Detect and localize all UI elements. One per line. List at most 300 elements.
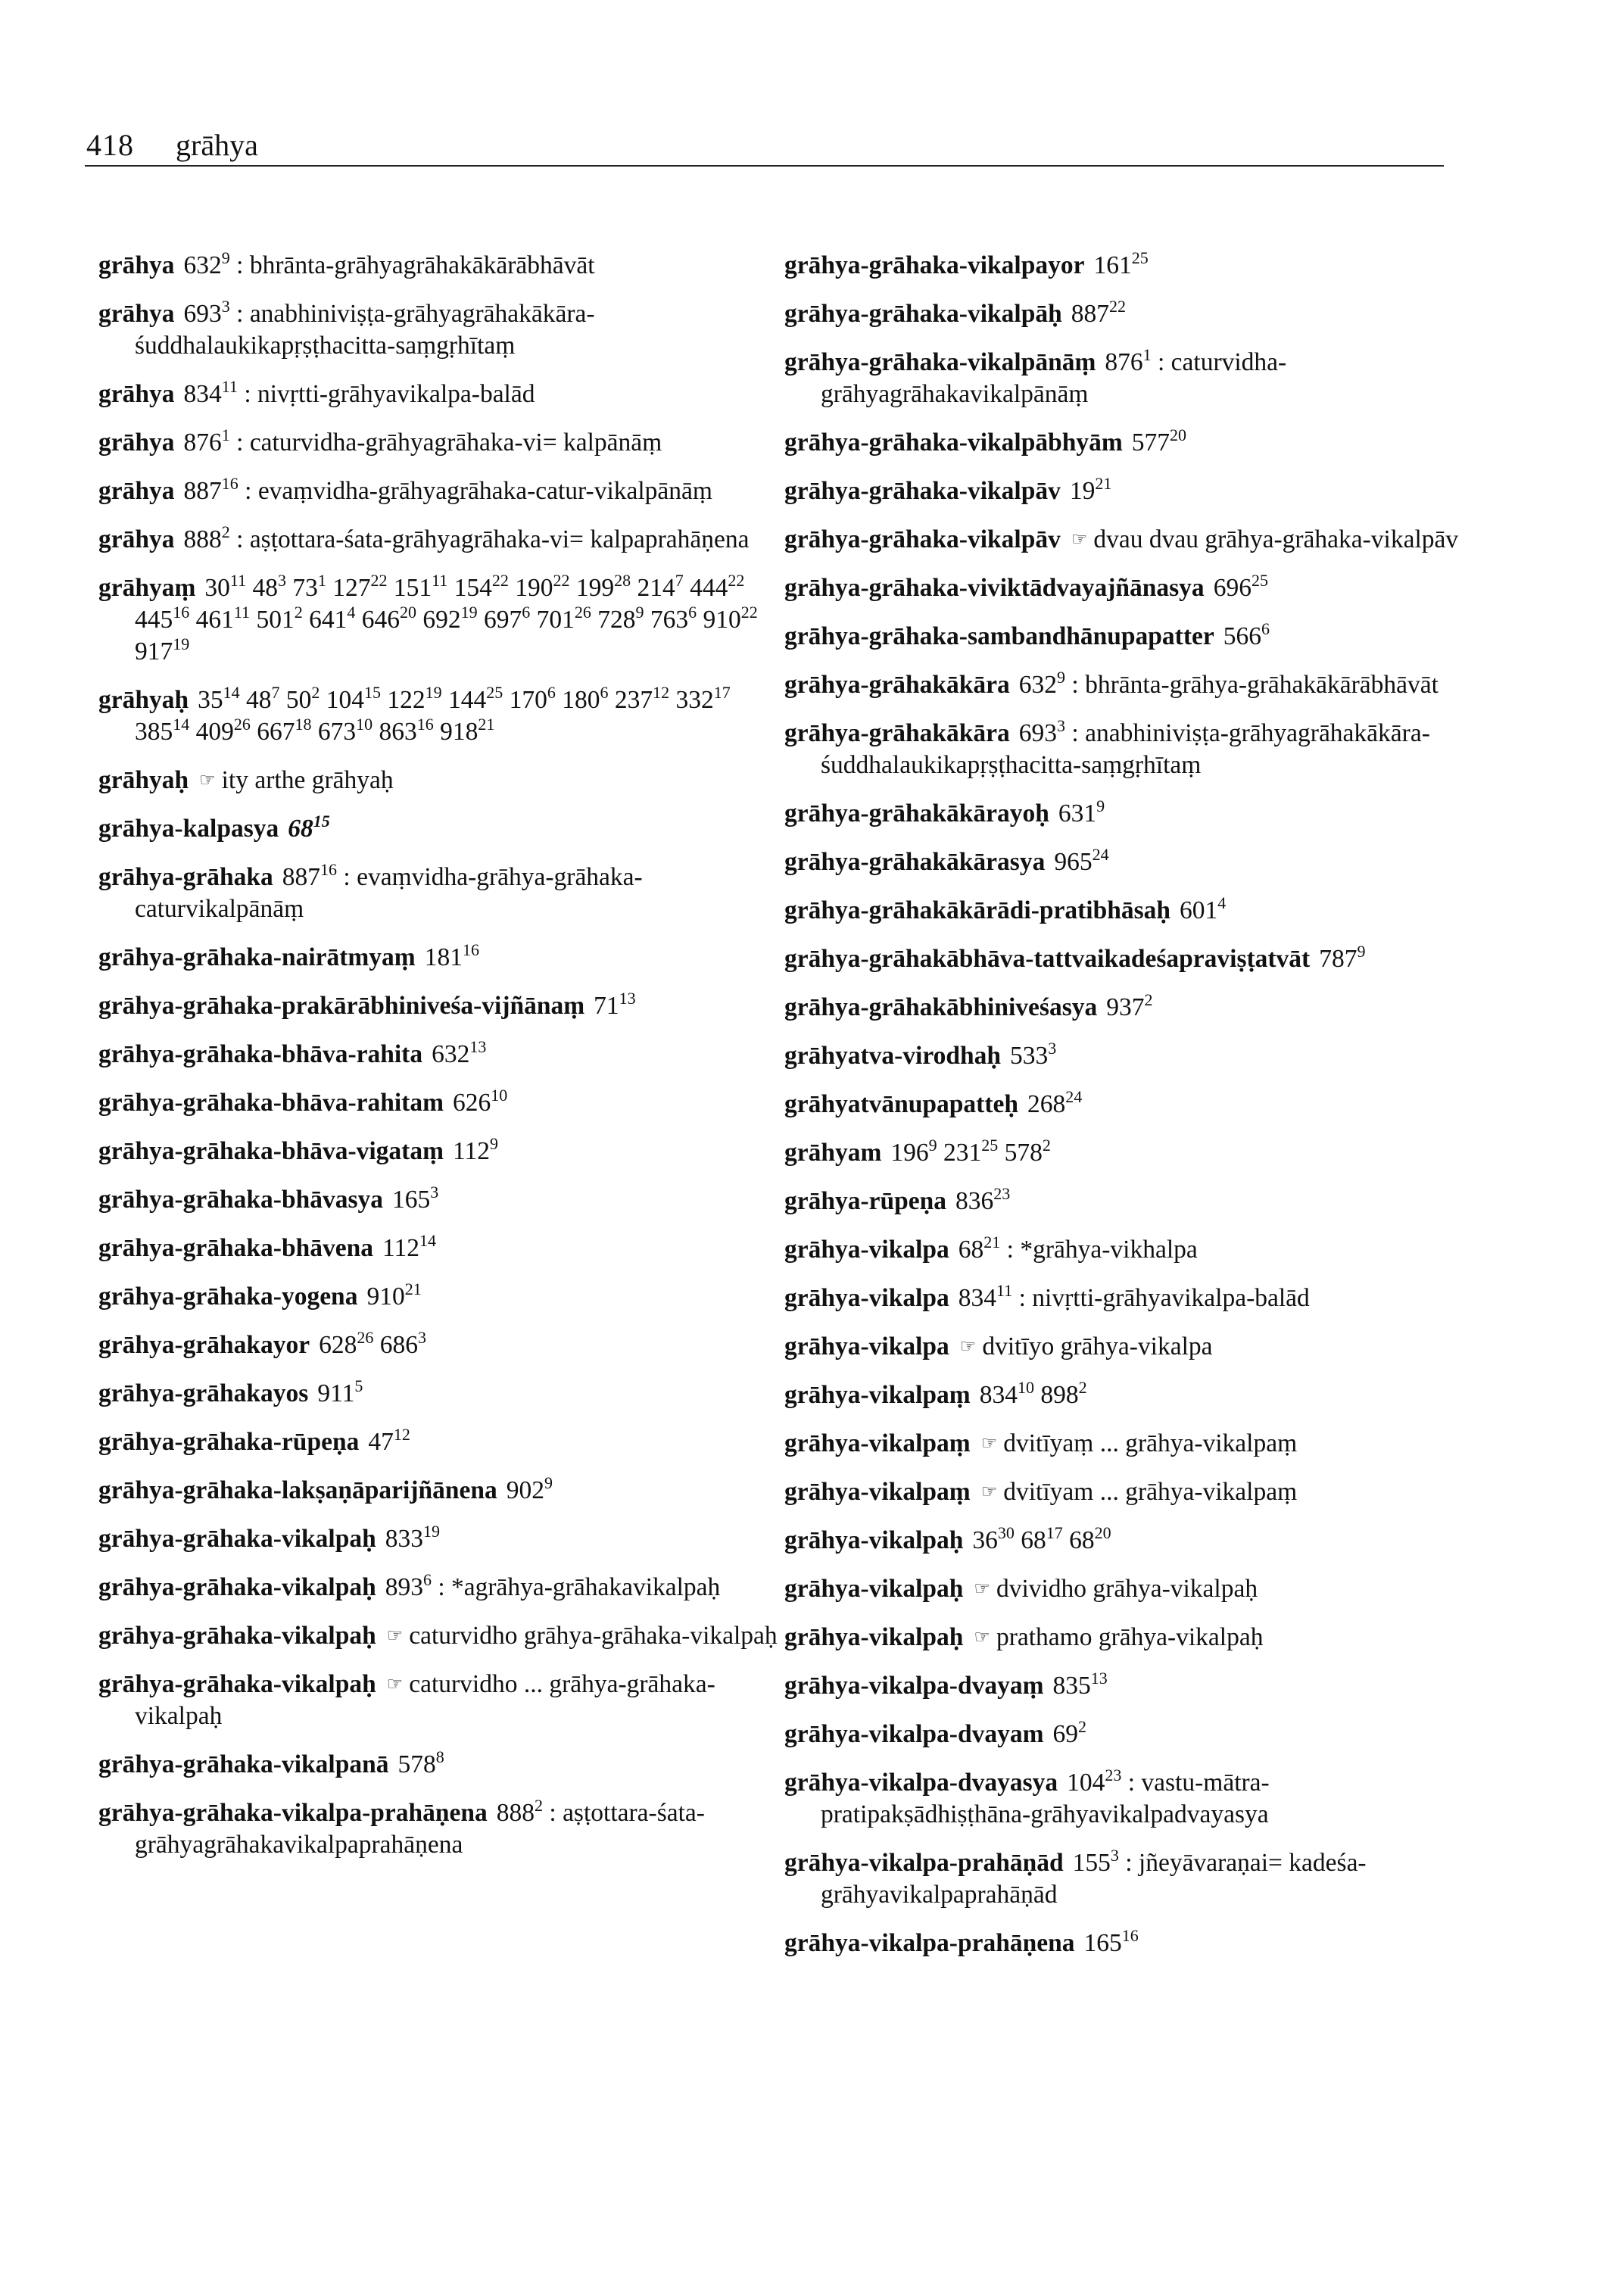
entry-references (385, 1522, 440, 1553)
index-entry (98, 1475, 780, 1507)
line-number-ref: 19 (425, 683, 442, 702)
entry-headword: grāhya-grāhaka-vikalpāv (784, 477, 1061, 505)
index-entry (98, 1136, 780, 1167)
page-number-ref: 686 (379, 1331, 419, 1359)
page-number-ref: 68 (1069, 1526, 1095, 1554)
right-column (784, 250, 1466, 1976)
entry-headword: grāhya-vikalpaṃ (784, 1429, 971, 1457)
page-number-ref: 835 (1052, 1672, 1091, 1700)
page-reference (317, 1376, 363, 1407)
page-reference (379, 715, 434, 746)
entry-headword: grāhya-vikalpa-dvayam (784, 1720, 1044, 1748)
page-reference (195, 603, 251, 634)
line-number-ref: 17 (713, 683, 731, 702)
page-reference (496, 1796, 543, 1827)
page-number-ref: 902 (506, 1476, 545, 1504)
entry-references (382, 1231, 436, 1262)
page-reference (972, 1523, 1015, 1554)
entry-references (366, 1279, 422, 1311)
page-number-ref: 632 (183, 251, 222, 279)
pointing-hand-icon: ☞ (980, 1482, 998, 1502)
page-number-ref: 787 (1319, 945, 1357, 973)
entry-headword: grāhya-grāhakākārayoḥ (784, 799, 1049, 828)
index-entry: grāhya $887^{16}$ : evaṃvidha-grāhyagrāhaka-catur-vikalpānāṃ (98, 474, 712, 505)
page-reference (382, 1231, 436, 1262)
page-reference (1069, 1523, 1111, 1554)
entry-headword: grāhya-grāhaka-vikalpābhyām (784, 429, 1123, 457)
page-reference (385, 1522, 440, 1553)
index-entry (98, 1669, 780, 1732)
entry-references (1018, 716, 1066, 747)
entry-references (972, 1523, 1111, 1554)
page-reference (135, 603, 190, 634)
entry-references (183, 522, 230, 553)
entry-headword: grāhya-grāhaka-sambandhānupapatter (784, 622, 1214, 650)
index-entry (98, 813, 780, 845)
page-number-ref: 696 (1213, 574, 1252, 602)
entry-headword: grāhya-grāhaka-vikalpa-prahāṇena (98, 1799, 488, 1827)
page-number-ref: 626 (452, 1089, 491, 1117)
page-reference (562, 683, 609, 714)
page-reference (575, 571, 631, 602)
page-header (86, 127, 1442, 165)
index-entry (98, 1620, 780, 1652)
page-reference (650, 603, 697, 634)
index-entry (784, 524, 1466, 556)
page-number-ref: 161 (1093, 251, 1132, 279)
entry-headword: grāhya-kalpasya (98, 815, 279, 843)
line-number-ref: 12 (653, 683, 670, 702)
line-number-ref: 6 (688, 603, 697, 622)
page-number-ref: 68 (288, 815, 313, 843)
line-number-ref: 28 (614, 571, 631, 590)
cross-reference: caturvidho grāhya-grāhaka-vikalpaḥ (409, 1622, 778, 1650)
page-reference (483, 603, 531, 634)
entry-references (958, 1233, 1001, 1264)
index-entry (784, 992, 1466, 1024)
entry-references (1213, 571, 1268, 602)
index-entry (98, 1184, 780, 1216)
entry-references (1069, 474, 1112, 505)
page-reference (183, 377, 238, 408)
line-number-ref: 18 (295, 715, 312, 734)
entry-headword: grāhya (98, 429, 175, 457)
entry-headword: grāhya-grāhaka-vikalpāv (784, 525, 1061, 553)
entry-references (1223, 619, 1270, 650)
entry-headword: grāhya-grāhaka-bhāvena (98, 1234, 373, 1262)
page-reference (1010, 1039, 1057, 1070)
index-entry (98, 1523, 780, 1555)
page-number-ref: 154 (454, 574, 492, 602)
entry-headword: grāhya (98, 251, 175, 279)
index-entry (98, 1378, 780, 1410)
page-number-ref: 214 (637, 574, 675, 602)
page-number-ref: 910 (703, 606, 741, 634)
entry-references (1131, 425, 1186, 457)
page-reference (282, 860, 338, 891)
index-entry: grāhya $834^{11}$ : nivṛtti-grāhyavikalpa-balād (98, 377, 535, 408)
page-reference (183, 474, 238, 505)
entry-references (594, 989, 636, 1020)
page-number-ref: 834 (958, 1284, 997, 1312)
page-reference (448, 683, 503, 714)
line-number-ref: 1 (1142, 345, 1152, 364)
page-number-ref: 965 (1054, 848, 1093, 876)
page-reference (393, 571, 448, 602)
entry-headword: grāhya-grāhakākāra (784, 719, 1010, 747)
line-number-ref: 10 (356, 715, 373, 734)
page-number-ref: 701 (536, 606, 575, 634)
page-reference (1083, 1926, 1139, 1957)
cross-reference: dvitīyam ... grāhya-vikalpaṃ (1003, 1478, 1298, 1506)
page-reference (183, 425, 230, 457)
entry-headword: grāhyam (784, 1139, 882, 1167)
line-number-ref: 6 (422, 1570, 432, 1589)
line-number-ref: 23 (993, 1184, 1011, 1203)
entry-headword: grāhya-grāhakākārasya (784, 848, 1046, 876)
line-number-ref: 9 (490, 1134, 498, 1153)
pointing-hand-icon: ☞ (1071, 530, 1088, 550)
line-number-ref: 19 (460, 603, 478, 622)
line-number-ref: 22 (491, 571, 509, 590)
entry-references (424, 940, 479, 971)
page-reference (1027, 1087, 1083, 1118)
page-reference (319, 1328, 374, 1359)
index-entry (98, 572, 780, 668)
entry-references (958, 1281, 1013, 1312)
page-reference (256, 603, 303, 634)
page-number-ref: 632 (432, 1040, 470, 1068)
entry-references (452, 1134, 498, 1165)
pointing-hand-icon: ☞ (959, 1337, 977, 1357)
line-number-ref: 16 (221, 474, 238, 493)
index-entry: grāhya-grāhakākāra $693^3$ : anabhiniviṣṭa-grāhyagrāhakākāra-śuddhalaukikapṛṣṭhacitta-saṃgṛhītaṃ (784, 716, 1430, 779)
cross-reference: dvau dvau grāhya-grāhaka-vikalpāv (1093, 525, 1459, 553)
page-number-ref: 577 (1131, 429, 1170, 457)
entry-headword: grāhya-vikalpa-dvayasya (784, 1769, 1058, 1797)
entry-headword: grāhya-grāhakākārādi-pratibhāsaḥ (784, 896, 1171, 924)
page-number-ref: 888 (183, 525, 222, 553)
page-number-ref: 566 (1223, 622, 1261, 650)
line-number-ref: 6 (1261, 619, 1270, 638)
entry-gloss: vastu-mātra-pratipakṣādhiṣṭhāna-grāhyavikalpadvayasya (821, 1769, 1270, 1828)
line-number-ref: 2 (311, 683, 320, 702)
page-reference (506, 1473, 553, 1504)
entry-references (183, 248, 230, 279)
line-number-ref: 3 (1110, 1846, 1119, 1865)
page-reference (675, 683, 731, 714)
entry-gloss: evaṃvidha-grāhya-grāhaka-caturvikalpānāṃ (135, 863, 643, 923)
line-number-ref: 25 (1131, 248, 1149, 267)
index-entry (98, 1087, 780, 1119)
entry-gloss: anabhiniviṣṭa-grāhyagrāhakākāra-śuddhalaukikapṛṣṭhacitta-saṃgṛhītaṃ (135, 300, 595, 360)
pointing-hand-icon: ☞ (980, 1434, 998, 1454)
entry-headword: grāhya-grāhaka-vikalpayor (784, 251, 1085, 279)
entry-headword: grāhyaḥ (98, 766, 189, 794)
page-number-ref: 71 (594, 992, 619, 1020)
entry-references (183, 377, 238, 408)
index-entry (784, 1428, 1466, 1460)
page-number-ref: 763 (650, 606, 689, 634)
line-number-ref: 21 (478, 715, 495, 734)
page-number-ref: 165 (392, 1186, 431, 1214)
pointing-hand-icon: ☞ (974, 1579, 990, 1599)
page-number-ref: 693 (183, 300, 222, 328)
page-number-ref: 911 (317, 1379, 355, 1407)
line-number-ref: 24 (1092, 845, 1109, 864)
page-reference (1180, 893, 1227, 924)
entry-headword: grāhya-grāhaka-bhāva-vigataṃ (98, 1137, 444, 1165)
page-reference (594, 989, 636, 1020)
entry-headword: grāhya-grāhaka-bhāva-rahitam (98, 1089, 444, 1117)
page-reference (1069, 474, 1112, 505)
page-number-ref: 910 (366, 1283, 405, 1311)
page-reference (1223, 619, 1270, 650)
entry-headword: grāhya (98, 525, 175, 553)
line-number-ref: 10 (1017, 1378, 1034, 1397)
cross-reference: dvitīyo grāhya-vikalpa (982, 1332, 1213, 1361)
entry-references (955, 1184, 1011, 1215)
cross-reference: ity arthe grāhyaḥ (221, 766, 394, 794)
page-number-ref: 445 (135, 606, 173, 634)
index-entry: grāhya $888^2$ : aṣṭottara-śata-grāhyagrāhaka-vi= kalpaprahāṇena (98, 522, 750, 553)
entry-references (1052, 1717, 1086, 1748)
entry-gloss: bhrānta-grāhyagrāhakākārābhāvāt (249, 251, 595, 279)
line-number-ref: 12 (393, 1425, 410, 1444)
page-reference (326, 683, 382, 714)
page-number-ref: 887 (282, 863, 321, 891)
entry-references (452, 1086, 508, 1117)
entry-references (1010, 1039, 1057, 1070)
line-number-ref: 16 (173, 603, 190, 622)
line-number-ref: 3 (277, 571, 286, 590)
entry-references (1319, 942, 1366, 973)
index-entry (784, 572, 1466, 604)
line-number-ref: 3 (221, 297, 230, 316)
page-reference (257, 715, 312, 746)
page-number-ref: 632 (1018, 671, 1058, 699)
page-reference (890, 1136, 937, 1167)
line-number-ref: 22 (728, 571, 745, 590)
line-number-ref: 25 (1251, 571, 1268, 590)
line-number-ref: 24 (1065, 1087, 1083, 1106)
index-entry (784, 1137, 1466, 1169)
entry-headword: grāhya (98, 477, 175, 505)
line-number-ref: 21 (404, 1279, 422, 1298)
line-number-ref: 2 (221, 522, 230, 541)
line-number-ref: 15 (313, 812, 330, 831)
entry-gloss: jñeyāvaraṇai= kadeśa-grāhyavikalpaprahāṇād (821, 1849, 1367, 1909)
page-reference (1040, 1378, 1087, 1409)
page-reference (424, 940, 479, 971)
line-number-ref: 4 (1217, 893, 1227, 912)
entry-headword: grāhya-grāhakākāra (784, 671, 1010, 699)
page-reference (1052, 1717, 1086, 1748)
entry-references (890, 1136, 1051, 1167)
page-reference (387, 683, 442, 714)
page-reference (317, 715, 373, 746)
index-entry (784, 475, 1466, 507)
page-reference (135, 715, 190, 746)
entry-headword: grāhya (98, 380, 175, 408)
page-reference (292, 571, 326, 602)
page-number-ref: 47 (368, 1428, 394, 1456)
entry-headword: grāhya-grāhaka-vikalpāḥ (784, 300, 1062, 328)
entry-headword: grāhya-grāhakābhāva-tattvaikadeśapraviṣṭatvāt (784, 945, 1311, 973)
entry-headword: grāhya-vikalpaḥ (784, 1623, 964, 1651)
page-number-ref: 170 (509, 686, 547, 714)
page-number-ref: 332 (675, 686, 714, 714)
page-reference (1021, 1523, 1063, 1554)
page-number-ref: 409 (195, 718, 234, 746)
page-number-ref: 646 (361, 606, 400, 634)
page-number-ref: 112 (452, 1137, 490, 1165)
entry-headword: grāhya-vikalpa (784, 1284, 949, 1312)
page-reference (1071, 297, 1126, 328)
page-reference (637, 571, 684, 602)
line-number-ref: 2 (1042, 1136, 1051, 1155)
page-reference (943, 1136, 999, 1167)
page-number-ref: 104 (1067, 1769, 1105, 1797)
page-reference (204, 571, 247, 602)
entry-headword: grāhya-grāhaka-vikalpaḥ (98, 1573, 376, 1601)
line-number-ref: 22 (1108, 297, 1126, 316)
line-number-ref: 26 (233, 715, 251, 734)
page-number-ref: 578 (397, 1750, 436, 1778)
entry-gloss: caturvidha-grāhyagrāhaka-vi= kalpānāṃ (249, 429, 662, 457)
index-entry (784, 1573, 1466, 1605)
entry-references (1180, 893, 1227, 924)
entry-headword: grāhya-grāhakayos (98, 1379, 309, 1407)
page-number-ref: 692 (422, 606, 461, 634)
entry-headword: grāhyaṃ (98, 574, 196, 602)
page-reference (392, 1183, 439, 1214)
line-number-ref: 16 (320, 860, 338, 879)
line-number-ref: 6 (600, 683, 609, 702)
line-number-ref: 20 (399, 603, 416, 622)
entry-references (1018, 668, 1066, 699)
entry-headword: grāhya-vikalpaḥ (784, 1526, 964, 1554)
page-reference (979, 1378, 1034, 1409)
line-number-ref: 9 (221, 248, 230, 267)
page-number-ref: 237 (614, 686, 653, 714)
entry-gloss: *grāhya-vikhalpa (1020, 1236, 1198, 1264)
page-number-ref: 231 (943, 1139, 982, 1167)
entry-references (979, 1378, 1087, 1409)
line-number-ref: 7 (271, 683, 280, 702)
entry-references (282, 860, 338, 891)
index-entry: grāhya-vikalpa $834^{11}$ : nivṛtti-grāhyavikalpa-balād (784, 1281, 1310, 1312)
entry-headword: grāhya-vikalpa (784, 1332, 949, 1361)
entry-headword: grāhya-vikalpaṃ (784, 1381, 971, 1409)
index-entry (98, 684, 780, 748)
page-number-ref: 127 (332, 574, 371, 602)
page-reference (198, 683, 240, 714)
line-number-ref: 6 (547, 683, 556, 702)
line-number-ref: 6 (522, 603, 531, 622)
entry-references (183, 425, 230, 457)
page-reference (1004, 1136, 1051, 1167)
page-reference (1067, 1766, 1122, 1797)
entry-references (1083, 1926, 1139, 1957)
page-number-ref: 833 (385, 1525, 423, 1553)
page-number-ref: 50 (285, 686, 312, 714)
entry-headword: grāhya-vikalpaṃ (784, 1478, 971, 1506)
line-number-ref: 2 (294, 603, 303, 622)
line-number-ref: 13 (469, 1037, 487, 1056)
index-entry (784, 1476, 1466, 1508)
page-number-ref: 533 (1010, 1042, 1049, 1070)
page-reference (452, 1134, 498, 1165)
index-entry (784, 1040, 1466, 1072)
page-number-ref: 578 (1004, 1139, 1043, 1167)
page-reference (440, 715, 495, 746)
index-entry: grāhya $632^9$ : bhrānta-grāhyagrāhakākārābhāvāt (98, 248, 595, 279)
page-reference (397, 1747, 444, 1778)
entry-headword: grāhya-grāhaka-rūpeṇa (98, 1428, 360, 1456)
page-reference (183, 522, 230, 553)
entry-references (317, 1376, 363, 1407)
index-entry (98, 765, 780, 796)
page-number-ref: 122 (387, 686, 425, 714)
entry-headword: grāhya-grāhaka-bhāvasya (98, 1186, 383, 1214)
index-entry (98, 942, 780, 974)
index-entry (784, 1089, 1466, 1121)
page-number-ref: 697 (483, 606, 522, 634)
page-number-ref: 667 (257, 718, 295, 746)
index-entry: grāhya $876^1$ : caturvidha-grāhyagrāhaka-vi= kalpānāṃ (98, 425, 662, 457)
pointing-hand-icon: ☞ (386, 1675, 404, 1694)
index-entry: grāhya-grāhaka-vikalpānāṃ $876^1$ : caturvidha-grāhyagrāhakavikalpānāṃ (784, 345, 1287, 408)
entry-references (1054, 845, 1109, 876)
entry-headword: grāhya-grāhaka-vikalpanā (98, 1750, 389, 1778)
line-number-ref: 15 (364, 683, 382, 702)
page-number-ref: 937 (1106, 993, 1145, 1021)
index-entry (98, 1281, 780, 1313)
index-entry (98, 1426, 780, 1458)
page-reference (515, 571, 570, 602)
entry-gloss: aṣṭottara-śata-grāhyagrāhakavikalpaprahāṇena (135, 1799, 705, 1859)
page-number-ref: 918 (440, 718, 478, 746)
entry-headword: grāhya-grāhaka-vikalpaḥ (98, 1525, 376, 1553)
line-number-ref: 11 (432, 571, 448, 590)
entry-headword: grāhya (98, 300, 175, 328)
page-reference (422, 603, 478, 634)
index-entry (98, 1233, 780, 1264)
index-entry: grāhya-grāhaka $887^{16}$ : evaṃvidha-grāhya-grāhaka-caturvikalpānāṃ (98, 860, 643, 923)
page-number-ref: 501 (256, 606, 295, 634)
index-entry (784, 1379, 1466, 1411)
index-entry (784, 1186, 1466, 1217)
page-number-ref: 180 (562, 686, 600, 714)
page-number-ref: 165 (1083, 1929, 1122, 1957)
entry-headword: grāhyatva-virodhaḥ (784, 1042, 1002, 1070)
index-entry (784, 621, 1466, 653)
page-number-ref: 863 (379, 718, 417, 746)
page-reference (690, 571, 745, 602)
line-number-ref: 2 (535, 1796, 543, 1815)
index-entry (784, 1331, 1466, 1363)
index-entry (784, 250, 1466, 282)
entry-references (1105, 345, 1152, 376)
page-number-ref: 36 (972, 1526, 998, 1554)
entry-gloss: evaṃvidha-grāhyagrāhaka-catur-vikalpānāṃ (257, 477, 712, 505)
page-number-ref: 631 (1058, 799, 1097, 828)
line-number-ref: 13 (619, 989, 636, 1008)
entry-headword: grāhya-grāhaka-prakārābhiniveśa-vijñānaṃ (98, 992, 585, 1020)
line-number-ref: 14 (173, 715, 190, 734)
page-reference (332, 571, 388, 602)
